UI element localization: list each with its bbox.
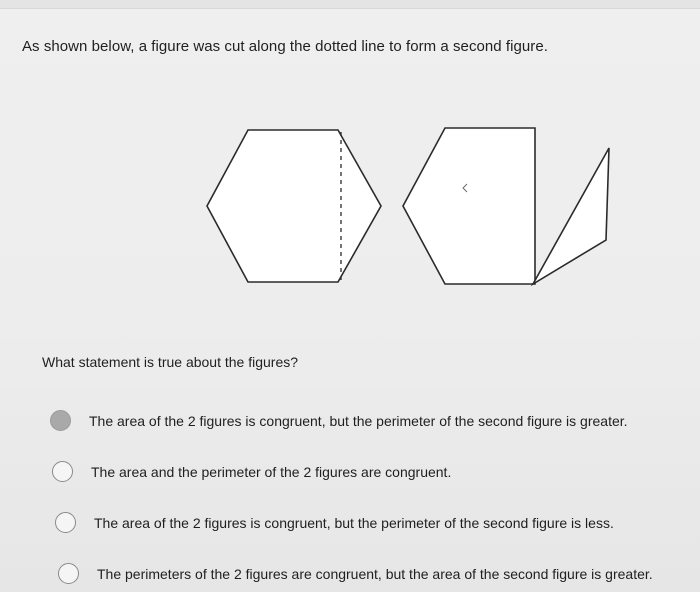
original-hexagon: [207, 130, 381, 282]
second-figure-triangle-piece: [533, 148, 609, 284]
answer-choice-1-label: The area of the 2 figures is congruent, but the perimeter of the second figure is greater.: [89, 412, 628, 429]
radio-button-1[interactable]: [50, 410, 71, 431]
answer-choice-2[interactable]: [52, 461, 451, 482]
figures-diagram: [195, 118, 625, 293]
answer-choice-2-label: The area and the perimeter of the 2 figures are congruent.: [91, 463, 452, 480]
top-divider: [0, 0, 700, 9]
answer-choice-1[interactable]: [50, 410, 628, 431]
problem-prompt: As shown below, a figure was cut along the dotted line to form a second figure.: [22, 38, 548, 55]
radio-button-3[interactable]: [55, 512, 76, 533]
second-figure-main-piece: [403, 128, 535, 284]
answer-choice-4-label: The perimeters of the 2 figures are congruent, but the area of the second figure is greater.: [97, 565, 653, 582]
answer-choice-4[interactable]: [58, 563, 653, 584]
question-text: What statement is true about the figures?: [42, 354, 299, 370]
answer-choice-3[interactable]: [55, 512, 614, 533]
answer-choice-3-label: The area of the 2 figures is congruent, but the perimeter of the second figure is less.: [94, 514, 614, 531]
radio-button-2[interactable]: [52, 461, 73, 482]
radio-button-4[interactable]: [58, 563, 79, 584]
